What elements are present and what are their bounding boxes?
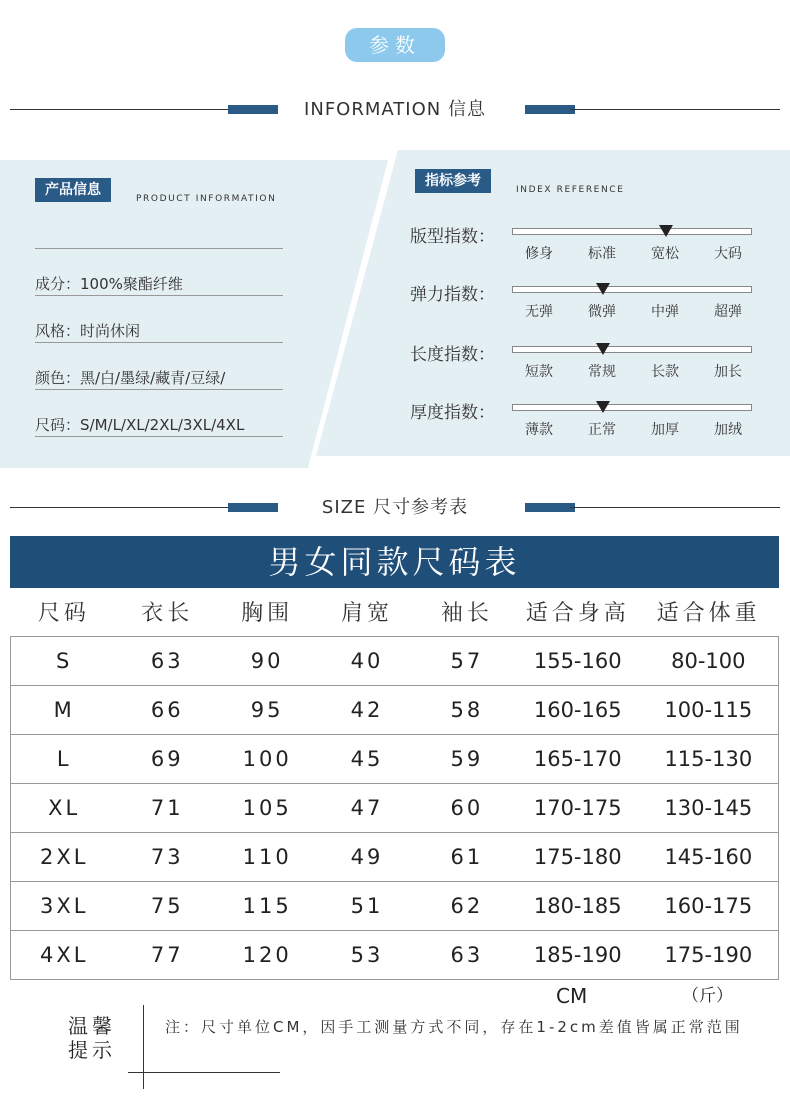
size-cell: 53 [317, 930, 417, 979]
size-cell: 61 [417, 832, 517, 881]
size-cell: 120 [217, 930, 317, 979]
size-cell: 45 [317, 734, 417, 783]
size-divider [10, 498, 780, 518]
size-cell: 51 [317, 881, 417, 930]
table-row [11, 636, 779, 685]
tips-horizontal-line [128, 1072, 280, 1073]
table-row [11, 881, 779, 930]
index-option: 中弹 [651, 304, 679, 320]
tips-title: 温馨提示 [68, 1014, 116, 1062]
index-label: 弹力指数： [410, 285, 495, 305]
size-cell: 40 [317, 636, 417, 685]
size-cell: 170-175 [517, 783, 639, 832]
size-cell: 80-100 [639, 636, 779, 685]
size-cell: 175-180 [517, 832, 639, 881]
size-heading: SIZE 尺寸参考表 [321, 497, 469, 518]
index-scale-track [512, 286, 752, 293]
product-row-line [35, 436, 283, 437]
size-table [10, 588, 779, 980]
product-info-tag: 产品信息 [35, 178, 111, 202]
table-row [11, 783, 779, 832]
index-label: 长度指数： [410, 345, 495, 365]
index-marker-icon [596, 401, 610, 413]
size-cell: 100 [217, 734, 317, 783]
size-cell: XL [11, 783, 118, 832]
size-cell: 115-130 [639, 734, 779, 783]
unit-jin: （斤） [682, 986, 733, 1006]
index-label: 厚度指数： [410, 403, 495, 423]
size-cell: 115 [217, 881, 317, 930]
information-heading: INFORMATION 信息 [304, 99, 486, 120]
table-row [11, 685, 779, 734]
size-header-cell: 肩宽 [317, 588, 417, 636]
size-cell: 160-165 [517, 685, 639, 734]
index-option: 无弹 [525, 304, 553, 320]
size-cell: 90 [217, 636, 317, 685]
size-header-cell: 胸围 [217, 588, 317, 636]
index-option: 宽松 [651, 246, 679, 262]
size-header-cell: 适合身高 [517, 588, 639, 636]
product-row-line [35, 342, 283, 343]
size-cell: 59 [417, 734, 517, 783]
index-option: 微弹 [588, 304, 616, 320]
index-scale-track [512, 404, 752, 411]
size-cell: 77 [117, 930, 217, 979]
size-cell: 69 [117, 734, 217, 783]
size-cell: 145-160 [639, 832, 779, 881]
params-pill: 参数 [345, 28, 445, 62]
size-cell: 175-190 [639, 930, 779, 979]
size-cell: 165-170 [517, 734, 639, 783]
size-cell: 60 [417, 783, 517, 832]
index-option: 修身 [525, 246, 553, 262]
size-cell: 105 [217, 783, 317, 832]
table-row [11, 734, 779, 783]
index-option: 常规 [588, 364, 616, 380]
product-row-line [35, 295, 283, 296]
size-cell: 4XL [11, 930, 118, 979]
product-row-line [35, 389, 283, 390]
product-sizes: 尺码：S/M/L/XL/2XL/3XL/4XL [35, 416, 245, 434]
size-cell: 63 [417, 930, 517, 979]
size-header-cell: 尺码 [11, 588, 118, 636]
size-cell: 62 [417, 881, 517, 930]
index-reference-subtitle: INDEX REFERENCE [516, 185, 625, 195]
size-header-cell: 衣长 [117, 588, 217, 636]
index-option: 加厚 [651, 422, 679, 438]
index-marker-icon [596, 283, 610, 295]
size-cell: 73 [117, 832, 217, 881]
size-cell: 57 [417, 636, 517, 685]
index-marker-icon [596, 343, 610, 355]
index-option: 薄款 [525, 422, 553, 438]
size-cell: S [11, 636, 118, 685]
size-table-title: 男女同款尺码表 [10, 536, 779, 588]
product-colors: 颜色：黑/白/墨绿/藏青/豆绿/ [35, 369, 226, 387]
size-cell: 47 [317, 783, 417, 832]
size-cell: L [11, 734, 118, 783]
size-table-header [11, 588, 779, 636]
tips-vertical-line [143, 1005, 144, 1089]
size-cell: 66 [117, 685, 217, 734]
size-cell: 58 [417, 685, 517, 734]
index-option: 大码 [714, 246, 742, 262]
size-header-cell: 袖长 [417, 588, 517, 636]
size-header-cell: 适合体重 [639, 588, 779, 636]
size-cell: M [11, 685, 118, 734]
size-cell: 63 [117, 636, 217, 685]
size-cell: 71 [117, 783, 217, 832]
index-label: 版型指数： [410, 227, 495, 247]
product-style: 风格：时尚休闲 [35, 322, 141, 340]
index-option: 加绒 [714, 422, 742, 438]
index-option: 长款 [651, 364, 679, 380]
size-cell: 155-160 [517, 636, 639, 685]
size-cell: 42 [317, 685, 417, 734]
index-scale-track [512, 228, 752, 235]
size-cell: 180-185 [517, 881, 639, 930]
size-cell: 75 [117, 881, 217, 930]
table-row [11, 930, 779, 979]
size-cell: 160-175 [639, 881, 779, 930]
tips-text: 注：尺寸单位CM，因手工测量方式不同，存在1-2cm差值皆属正常范围 [165, 1018, 743, 1036]
index-scale-track [512, 346, 752, 353]
size-cell: 95 [217, 685, 317, 734]
index-option: 超弹 [714, 304, 742, 320]
product-info-subtitle: PRODUCT INFORMATION [136, 194, 277, 204]
unit-cm: CM [556, 984, 588, 1008]
index-reference-tag: 指标参考 [415, 169, 491, 193]
product-composition: 成分：100%聚酯纤维 [35, 275, 183, 293]
index-marker-icon [659, 225, 673, 237]
size-cell: 130-145 [639, 783, 779, 832]
table-row [11, 832, 779, 881]
index-option: 加长 [714, 364, 742, 380]
size-cell: 3XL [11, 881, 118, 930]
size-cell: 49 [317, 832, 417, 881]
size-cell: 100-115 [639, 685, 779, 734]
index-option: 正常 [588, 422, 616, 438]
product-divider [35, 248, 283, 249]
index-option: 标准 [588, 246, 616, 262]
size-cell: 2XL [11, 832, 118, 881]
size-cell: 110 [217, 832, 317, 881]
index-option: 短款 [525, 364, 553, 380]
information-divider [10, 100, 780, 120]
size-cell: 185-190 [517, 930, 639, 979]
